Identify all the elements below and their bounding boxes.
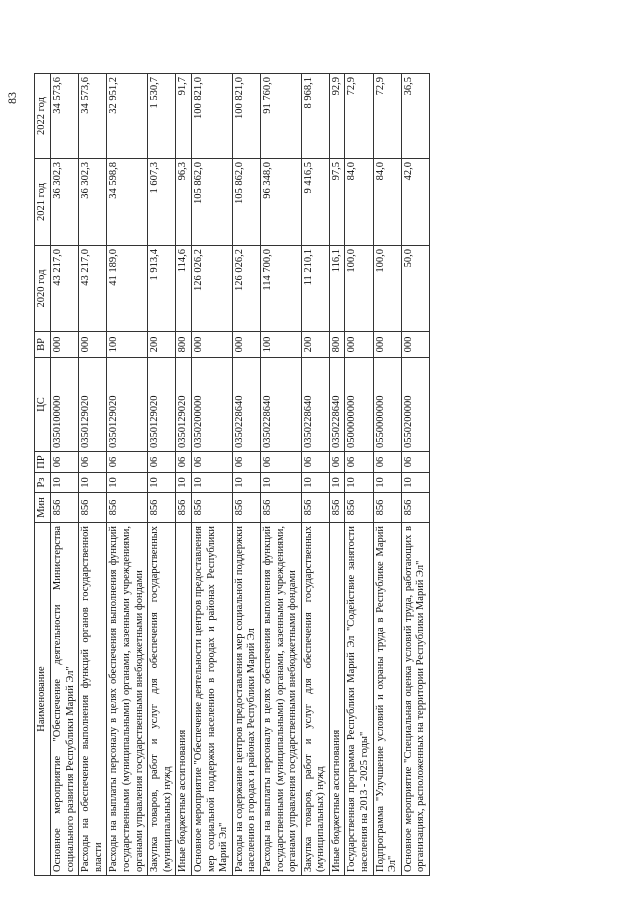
row-pr: 06: [232, 452, 260, 473]
row-2022: 92,9: [329, 74, 345, 159]
table-row: [301, 74, 329, 876]
row-cs: 0350129020: [79, 358, 107, 452]
rotated-page: [5, 74, 573, 876]
row-2022: 32 951,2: [107, 74, 148, 159]
row-min: 856: [176, 493, 192, 523]
row-min: 856: [79, 493, 107, 523]
row-cs: 0350228640: [260, 358, 301, 452]
row-2020: 43 217,0: [51, 246, 79, 332]
row-rz: 10: [191, 473, 232, 493]
row-min: 856: [107, 493, 148, 523]
table-row: [107, 74, 148, 876]
row-rz: 10: [329, 473, 345, 493]
row-2020: 100,0: [373, 246, 401, 332]
row-vr: 100: [260, 332, 301, 358]
row-min: 856: [51, 493, 79, 523]
row-vr: 000: [191, 332, 232, 358]
table-row: [373, 74, 401, 876]
row-2022: 34 573,6: [79, 74, 107, 159]
row-min: 856: [260, 493, 301, 523]
row-2021: 42,0: [401, 159, 429, 246]
row-name: Основное мероприятие "Обеспечение деятельности Министерства социального развития Республики Марий Эл": [51, 523, 79, 876]
row-pr: 06: [345, 452, 373, 473]
row-pr: 06: [260, 452, 301, 473]
row-min: 856: [373, 493, 401, 523]
row-cs: 0550200000: [401, 358, 429, 452]
row-pr: 06: [79, 452, 107, 473]
row-rz: 10: [79, 473, 107, 493]
row-cs: 0550000000: [373, 358, 401, 452]
row-pr: 06: [51, 452, 79, 473]
row-2022: 72,9: [345, 74, 373, 159]
header-2020: 2020 год: [35, 246, 51, 332]
row-name: Основное мероприятие "Специальная оценка условий труда, работающих в организациях, расположенных на территории Республики Марий Эл": [401, 523, 429, 876]
header-pr: ПР: [35, 452, 51, 473]
row-2021: 97,5: [329, 159, 345, 246]
row-pr: 06: [301, 452, 329, 473]
row-2020: 100,0: [345, 246, 373, 332]
row-2021: 36 302,3: [51, 159, 79, 246]
row-rz: 10: [401, 473, 429, 493]
budget-table: [34, 73, 430, 876]
row-name: Иные бюджетные ассигнования: [329, 523, 345, 876]
table-body: [51, 74, 430, 876]
header-vr: ВР: [35, 332, 51, 358]
header-rz: Рз: [35, 473, 51, 493]
row-cs: 0350100000: [51, 358, 79, 452]
row-pr: 06: [329, 452, 345, 473]
row-pr: 06: [373, 452, 401, 473]
row-name: Иные бюджетные ассигнования: [176, 523, 192, 876]
table-row: [329, 74, 345, 876]
row-2021: 96 348,0: [260, 159, 301, 246]
row-cs: 0350129020: [148, 358, 176, 452]
row-name: Государственная программа Республики Марий Эл "Содействие занятости населения на 2013 - 2025 годы": [345, 523, 373, 876]
row-name: Подпрограмма "Улучшение условий и охраны труда в Республике Марий Эл": [373, 523, 401, 876]
row-2022: 100 821,0: [191, 74, 232, 159]
row-pr: 06: [176, 452, 192, 473]
row-2020: 114 700,0: [260, 246, 301, 332]
row-2022: 91 760,0: [260, 74, 301, 159]
row-cs: 0350228640: [232, 358, 260, 452]
header-name: Наименование: [35, 523, 51, 876]
row-2020: 126 026,2: [191, 246, 232, 332]
row-min: 856: [232, 493, 260, 523]
row-vr: 000: [51, 332, 79, 358]
page-number: 83: [5, 92, 19, 104]
row-vr: 100: [107, 332, 148, 358]
row-2022: 36,5: [401, 74, 429, 159]
row-cs: 0350228640: [329, 358, 345, 452]
row-2021: 36 302,3: [79, 159, 107, 246]
row-cs: 0350129020: [107, 358, 148, 452]
row-vr: 200: [148, 332, 176, 358]
row-2021: 84,0: [345, 159, 373, 246]
table-row: [148, 74, 176, 876]
row-rz: 10: [232, 473, 260, 493]
row-2020: 41 189,0: [107, 246, 148, 332]
row-2022: 8 968,1: [301, 74, 329, 159]
row-2020: 116,1: [329, 246, 345, 332]
row-vr: 000: [373, 332, 401, 358]
row-name: Расходы на содержание центров предоставления мер социальной поддержки населению в городах и районах Республики Марий Эл: [232, 523, 260, 876]
row-rz: 10: [148, 473, 176, 493]
row-name: Расходы на выплаты персоналу в целях обеспечения выполнения функций государственными (муниципальными) органами, казенными учреждениями, органами управления государственными внебюджетными фондами: [260, 523, 301, 876]
row-rz: 10: [345, 473, 373, 493]
row-cs: 0350228640: [301, 358, 329, 452]
header-min: Мин: [35, 493, 51, 523]
row-rz: 10: [260, 473, 301, 493]
row-2021: 105 862,0: [191, 159, 232, 246]
row-pr: 06: [148, 452, 176, 473]
row-2022: 34 573,6: [51, 74, 79, 159]
row-min: 856: [148, 493, 176, 523]
row-2021: 34 598,8: [107, 159, 148, 246]
row-name: Закупка товаров, работ и услуг для обеспечения государственных (муниципальных) нужд: [301, 523, 329, 876]
header-row: [35, 74, 51, 876]
row-name: Расходы на выплаты персоналу в целях обеспечения выполнения функций государственными (муниципальными) органами, казенными учреждениями, органами управления государственными внебюджетными фондами: [107, 523, 148, 876]
row-2022: 1 530,7: [148, 74, 176, 159]
row-min: 856: [191, 493, 232, 523]
row-pr: 06: [191, 452, 232, 473]
row-vr: 000: [345, 332, 373, 358]
table-row: [232, 74, 260, 876]
table-row: [260, 74, 301, 876]
row-rz: 10: [51, 473, 79, 493]
row-2022: 91,7: [176, 74, 192, 159]
row-2020: 114,6: [176, 246, 192, 332]
row-pr: 06: [107, 452, 148, 473]
table-row: [191, 74, 232, 876]
row-pr: 06: [401, 452, 429, 473]
row-2021: 84,0: [373, 159, 401, 246]
row-2020: 1 913,4: [148, 246, 176, 332]
row-name: Расходы на обеспечение выполнения функций органов государственной власти: [79, 523, 107, 876]
row-2022: 72,9: [373, 74, 401, 159]
row-rz: 10: [176, 473, 192, 493]
row-vr: 800: [329, 332, 345, 358]
row-cs: 0350129020: [176, 358, 192, 452]
row-rz: 10: [107, 473, 148, 493]
row-vr: 800: [176, 332, 192, 358]
row-vr: 000: [79, 332, 107, 358]
row-2021: 105 862,0: [232, 159, 260, 246]
table-row: [79, 74, 107, 876]
table-row: [51, 74, 79, 876]
row-min: 856: [329, 493, 345, 523]
header-2022: 2022 год: [35, 74, 51, 159]
header-cs: ЦС: [35, 358, 51, 452]
row-2021: 96,3: [176, 159, 192, 246]
row-name: Закупка товаров, работ и услуг для обеспечения государственных (муниципальных) нужд: [148, 523, 176, 876]
row-2021: 9 416,5: [301, 159, 329, 246]
row-min: 856: [345, 493, 373, 523]
row-2020: 43 217,0: [79, 246, 107, 332]
row-min: 856: [401, 493, 429, 523]
row-2020: 50,0: [401, 246, 429, 332]
row-2021: 1 607,3: [148, 159, 176, 246]
table-row: [345, 74, 373, 876]
row-vr: 000: [232, 332, 260, 358]
row-rz: 10: [301, 473, 329, 493]
row-2020: 126 026,2: [232, 246, 260, 332]
row-2020: 11 210,1: [301, 246, 329, 332]
row-min: 856: [301, 493, 329, 523]
header-2021: 2021 год: [35, 159, 51, 246]
row-vr: 000: [401, 332, 429, 358]
row-vr: 200: [301, 332, 329, 358]
row-2022: 100 821,0: [232, 74, 260, 159]
table-row: [401, 74, 429, 876]
row-name: Основное мероприятие "Обеспечение деятельности центров предоставления мер социальной поддержки населению в городах и районах Республики Марий Эл": [191, 523, 232, 876]
table-row: [176, 74, 192, 876]
row-cs: 0350200000: [191, 358, 232, 452]
row-rz: 10: [373, 473, 401, 493]
row-cs: 0500000000: [345, 358, 373, 452]
